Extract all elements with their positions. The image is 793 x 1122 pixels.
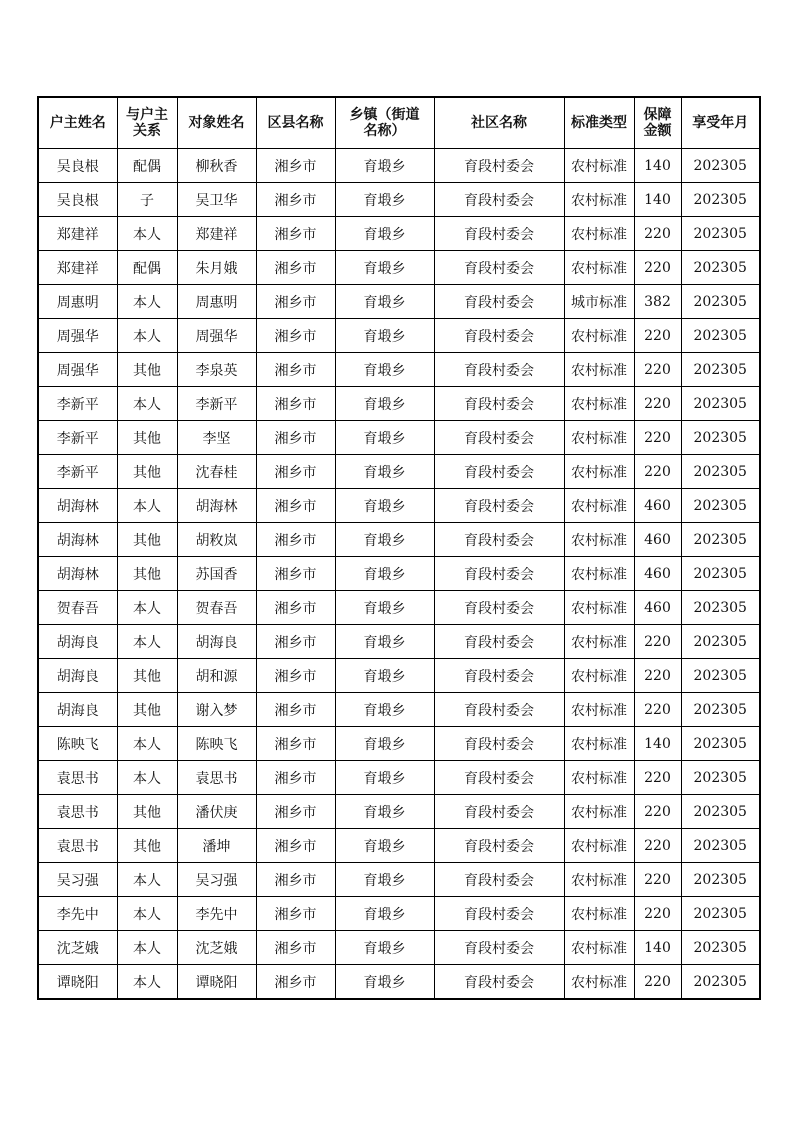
cell-household-head: 胡海林 [38,557,117,591]
cell-community: 育段村委会 [434,489,564,523]
cell-amount: 220 [634,761,681,795]
cell-period: 202305 [681,251,760,285]
cell-amount: 220 [634,965,681,1000]
cell-county: 湘乡市 [256,863,335,897]
cell-subject-name: 朱月娥 [177,251,256,285]
cell-household-head: 李先中 [38,897,117,931]
cell-standard-type: 城市标准 [564,285,634,319]
cell-amount: 220 [634,353,681,387]
cell-period: 202305 [681,693,760,727]
cell-period: 202305 [681,659,760,693]
cell-community: 育段村委会 [434,625,564,659]
cell-county: 湘乡市 [256,761,335,795]
cell-period: 202305 [681,761,760,795]
table-row [38,217,760,251]
cell-standard-type: 农村标准 [564,557,634,591]
cell-community: 育段村委会 [434,761,564,795]
cell-standard-type: 农村标准 [564,931,634,965]
cell-relation: 本人 [117,863,177,897]
cell-subject-name: 胡海林 [177,489,256,523]
cell-standard-type: 农村标准 [564,829,634,863]
cell-amount: 140 [634,727,681,761]
cell-relation: 其他 [117,659,177,693]
col-period: 享受年月 [681,97,760,149]
cell-amount: 460 [634,557,681,591]
cell-township: 育塅乡 [335,285,434,319]
cell-relation: 本人 [117,217,177,251]
cell-county: 湘乡市 [256,455,335,489]
cell-county: 湘乡市 [256,693,335,727]
col-amount-line1: 保障 [643,107,672,123]
cell-household-head: 陈映飞 [38,727,117,761]
cell-subject-name: 郑建祥 [177,217,256,251]
cell-household-head: 吴习强 [38,863,117,897]
cell-subject-name: 沈芝娥 [177,931,256,965]
cell-amount: 220 [634,421,681,455]
cell-standard-type: 农村标准 [564,693,634,727]
table-row [38,931,760,965]
cell-community: 育段村委会 [434,455,564,489]
cell-amount: 140 [634,183,681,217]
cell-subject-name: 周强华 [177,319,256,353]
cell-community: 育段村委会 [434,251,564,285]
cell-township: 育塅乡 [335,591,434,625]
cell-subject-name: 李坚 [177,421,256,455]
cell-township: 育塅乡 [335,727,434,761]
table-row [38,455,760,489]
cell-amount: 220 [634,455,681,489]
cell-standard-type: 农村标准 [564,897,634,931]
cell-period: 202305 [681,931,760,965]
cell-amount: 220 [634,625,681,659]
cell-amount: 460 [634,591,681,625]
cell-subject-name: 胡敉岚 [177,523,256,557]
cell-household-head: 贺春吾 [38,591,117,625]
cell-period: 202305 [681,455,760,489]
cell-amount: 140 [634,931,681,965]
table-row [38,149,760,183]
cell-period: 202305 [681,795,760,829]
cell-subject-name: 吴卫华 [177,183,256,217]
cell-community: 育段村委会 [434,149,564,183]
col-amount [634,97,681,149]
cell-county: 湘乡市 [256,319,335,353]
table-row [38,387,760,421]
cell-household-head: 袁思书 [38,829,117,863]
cell-household-head: 胡海良 [38,659,117,693]
cell-relation: 本人 [117,625,177,659]
cell-community: 育段村委会 [434,659,564,693]
cell-period: 202305 [681,387,760,421]
cell-township: 育塅乡 [335,319,434,353]
cell-relation: 本人 [117,727,177,761]
cell-amount: 140 [634,149,681,183]
cell-standard-type: 农村标准 [564,421,634,455]
cell-amount: 220 [634,319,681,353]
col-standard-type: 标准类型 [564,97,634,149]
cell-period: 202305 [681,319,760,353]
cell-subject-name: 李泉英 [177,353,256,387]
cell-household-head: 郑建祥 [38,217,117,251]
table-row [38,625,760,659]
cell-standard-type: 农村标准 [564,251,634,285]
col-county: 区县名称 [256,97,335,149]
cell-township: 育塅乡 [335,251,434,285]
cell-amount: 460 [634,523,681,557]
cell-household-head: 沈芝娥 [38,931,117,965]
cell-subject-name: 苏国香 [177,557,256,591]
cell-subject-name: 潘伏庚 [177,795,256,829]
cell-amount: 220 [634,795,681,829]
cell-community: 育段村委会 [434,829,564,863]
cell-amount: 220 [634,659,681,693]
cell-community: 育段村委会 [434,353,564,387]
cell-county: 湘乡市 [256,591,335,625]
cell-subject-name: 胡和源 [177,659,256,693]
table-row [38,319,760,353]
cell-county: 湘乡市 [256,625,335,659]
cell-township: 育塅乡 [335,829,434,863]
cell-relation: 本人 [117,591,177,625]
cell-community: 育段村委会 [434,931,564,965]
cell-subject-name: 李先中 [177,897,256,931]
cell-standard-type: 农村标准 [564,149,634,183]
cell-community: 育段村委会 [434,421,564,455]
assistance-roster-table [37,96,761,1000]
table-row [38,693,760,727]
cell-period: 202305 [681,591,760,625]
cell-period: 202305 [681,829,760,863]
cell-county: 湘乡市 [256,421,335,455]
cell-county: 湘乡市 [256,659,335,693]
table-body [38,149,760,1000]
cell-amount: 220 [634,693,681,727]
cell-household-head: 李新平 [38,387,117,421]
cell-county: 湘乡市 [256,353,335,387]
cell-standard-type: 农村标准 [564,965,634,1000]
cell-standard-type: 农村标准 [564,659,634,693]
cell-amount: 220 [634,217,681,251]
cell-county: 湘乡市 [256,217,335,251]
cell-household-head: 谭晓阳 [38,965,117,1000]
cell-township: 育塅乡 [335,421,434,455]
cell-standard-type: 农村标准 [564,455,634,489]
cell-period: 202305 [681,183,760,217]
cell-amount: 220 [634,863,681,897]
cell-household-head: 胡海林 [38,523,117,557]
cell-township: 育塅乡 [335,489,434,523]
cell-relation: 其他 [117,421,177,455]
cell-subject-name: 谢入梦 [177,693,256,727]
cell-township: 育塅乡 [335,149,434,183]
cell-household-head: 胡海良 [38,625,117,659]
cell-standard-type: 农村标准 [564,863,634,897]
cell-subject-name: 潘坤 [177,829,256,863]
col-amount-line2: 金额 [643,123,672,139]
cell-household-head: 胡海林 [38,489,117,523]
cell-relation: 本人 [117,285,177,319]
cell-household-head: 胡海良 [38,693,117,727]
cell-county: 湘乡市 [256,251,335,285]
cell-relation: 其他 [117,693,177,727]
cell-relation: 本人 [117,761,177,795]
cell-amount: 382 [634,285,681,319]
cell-period: 202305 [681,421,760,455]
cell-household-head: 袁思书 [38,761,117,795]
cell-community: 育段村委会 [434,557,564,591]
cell-community: 育段村委会 [434,217,564,251]
table-row [38,523,760,557]
cell-township: 育塅乡 [335,693,434,727]
cell-subject-name: 陈映飞 [177,727,256,761]
table-header [38,97,760,149]
cell-community: 育段村委会 [434,795,564,829]
cell-standard-type: 农村标准 [564,319,634,353]
cell-period: 202305 [681,149,760,183]
cell-standard-type: 农村标准 [564,489,634,523]
cell-relation: 本人 [117,965,177,1000]
cell-township: 育塅乡 [335,625,434,659]
cell-household-head: 周强华 [38,319,117,353]
cell-county: 湘乡市 [256,795,335,829]
cell-standard-type: 农村标准 [564,727,634,761]
cell-amount: 220 [634,897,681,931]
col-subject-name: 对象姓名 [177,97,256,149]
table-row [38,489,760,523]
cell-township: 育塅乡 [335,965,434,1000]
cell-standard-type: 农村标准 [564,523,634,557]
cell-community: 育段村委会 [434,183,564,217]
col-relation-line1: 与户主 [126,107,168,123]
cell-period: 202305 [681,897,760,931]
cell-household-head: 吴良根 [38,149,117,183]
cell-period: 202305 [681,489,760,523]
cell-amount: 220 [634,829,681,863]
cell-household-head: 吴良根 [38,183,117,217]
cell-county: 湘乡市 [256,489,335,523]
cell-standard-type: 农村标准 [564,183,634,217]
cell-period: 202305 [681,353,760,387]
cell-community: 育段村委会 [434,863,564,897]
cell-subject-name: 吴习强 [177,863,256,897]
table-row [38,591,760,625]
cell-period: 202305 [681,863,760,897]
cell-county: 湘乡市 [256,149,335,183]
cell-relation: 其他 [117,829,177,863]
cell-subject-name: 李新平 [177,387,256,421]
cell-standard-type: 农村标准 [564,217,634,251]
cell-standard-type: 农村标准 [564,591,634,625]
cell-relation: 其他 [117,353,177,387]
cell-household-head: 郑建祥 [38,251,117,285]
cell-community: 育段村委会 [434,727,564,761]
cell-period: 202305 [681,523,760,557]
cell-amount: 220 [634,387,681,421]
cell-household-head: 李新平 [38,421,117,455]
cell-community: 育段村委会 [434,523,564,557]
cell-relation: 配偶 [117,251,177,285]
cell-relation: 本人 [117,897,177,931]
col-township-line1: 乡镇（街道 [349,107,420,123]
cell-household-head: 周强华 [38,353,117,387]
cell-relation: 本人 [117,387,177,421]
cell-county: 湘乡市 [256,897,335,931]
cell-subject-name: 沈春桂 [177,455,256,489]
cell-amount: 460 [634,489,681,523]
cell-amount: 220 [634,251,681,285]
table-row [38,863,760,897]
cell-subject-name: 周惠明 [177,285,256,319]
cell-community: 育段村委会 [434,897,564,931]
cell-household-head: 周惠明 [38,285,117,319]
col-township [335,97,434,149]
table-row [38,761,760,795]
cell-county: 湘乡市 [256,965,335,1000]
cell-period: 202305 [681,625,760,659]
table-row [38,897,760,931]
cell-township: 育塅乡 [335,183,434,217]
cell-township: 育塅乡 [335,455,434,489]
col-relation [117,97,177,149]
cell-relation: 其他 [117,455,177,489]
cell-relation: 本人 [117,319,177,353]
cell-community: 育段村委会 [434,285,564,319]
cell-relation: 配偶 [117,149,177,183]
cell-period: 202305 [681,727,760,761]
cell-subject-name: 贺春吾 [177,591,256,625]
cell-township: 育塅乡 [335,387,434,421]
cell-subject-name: 袁思书 [177,761,256,795]
cell-relation: 其他 [117,795,177,829]
table-row [38,965,760,1000]
col-township-line2: 名称） [363,123,406,139]
table-row [38,829,760,863]
cell-household-head: 袁思书 [38,795,117,829]
cell-community: 育段村委会 [434,591,564,625]
cell-subject-name: 柳秋香 [177,149,256,183]
cell-township: 育塅乡 [335,795,434,829]
table-row [38,727,760,761]
cell-community: 育段村委会 [434,965,564,1000]
cell-period: 202305 [681,965,760,1000]
cell-county: 湘乡市 [256,183,335,217]
table-row [38,285,760,319]
table-row [38,795,760,829]
cell-subject-name: 谭晓阳 [177,965,256,1000]
cell-township: 育塅乡 [335,217,434,251]
cell-township: 育塅乡 [335,897,434,931]
cell-relation: 其他 [117,557,177,591]
col-community: 社区名称 [434,97,564,149]
cell-township: 育塅乡 [335,353,434,387]
cell-township: 育塅乡 [335,761,434,795]
cell-county: 湘乡市 [256,523,335,557]
cell-township: 育塅乡 [335,863,434,897]
table-row [38,557,760,591]
cell-county: 湘乡市 [256,285,335,319]
cell-community: 育段村委会 [434,693,564,727]
cell-standard-type: 农村标准 [564,795,634,829]
cell-community: 育段村委会 [434,319,564,353]
cell-relation: 其他 [117,523,177,557]
cell-period: 202305 [681,557,760,591]
table-row [38,421,760,455]
cell-standard-type: 农村标准 [564,761,634,795]
cell-county: 湘乡市 [256,557,335,591]
cell-county: 湘乡市 [256,727,335,761]
cell-county: 湘乡市 [256,829,335,863]
cell-standard-type: 农村标准 [564,387,634,421]
cell-subject-name: 胡海良 [177,625,256,659]
cell-township: 育塅乡 [335,931,434,965]
cell-relation: 本人 [117,489,177,523]
cell-relation: 子 [117,183,177,217]
cell-standard-type: 农村标准 [564,625,634,659]
cell-community: 育段村委会 [434,387,564,421]
cell-township: 育塅乡 [335,557,434,591]
cell-township: 育塅乡 [335,659,434,693]
cell-county: 湘乡市 [256,931,335,965]
cell-township: 育塅乡 [335,523,434,557]
col-household-head: 户主姓名 [38,97,117,149]
col-relation-line2: 关系 [133,123,161,139]
cell-household-head: 李新平 [38,455,117,489]
table-row [38,183,760,217]
table-row [38,659,760,693]
table-row [38,251,760,285]
cell-period: 202305 [681,217,760,251]
table-row [38,353,760,387]
cell-relation: 本人 [117,931,177,965]
cell-standard-type: 农村标准 [564,353,634,387]
header-row [38,97,760,149]
cell-county: 湘乡市 [256,387,335,421]
cell-period: 202305 [681,285,760,319]
